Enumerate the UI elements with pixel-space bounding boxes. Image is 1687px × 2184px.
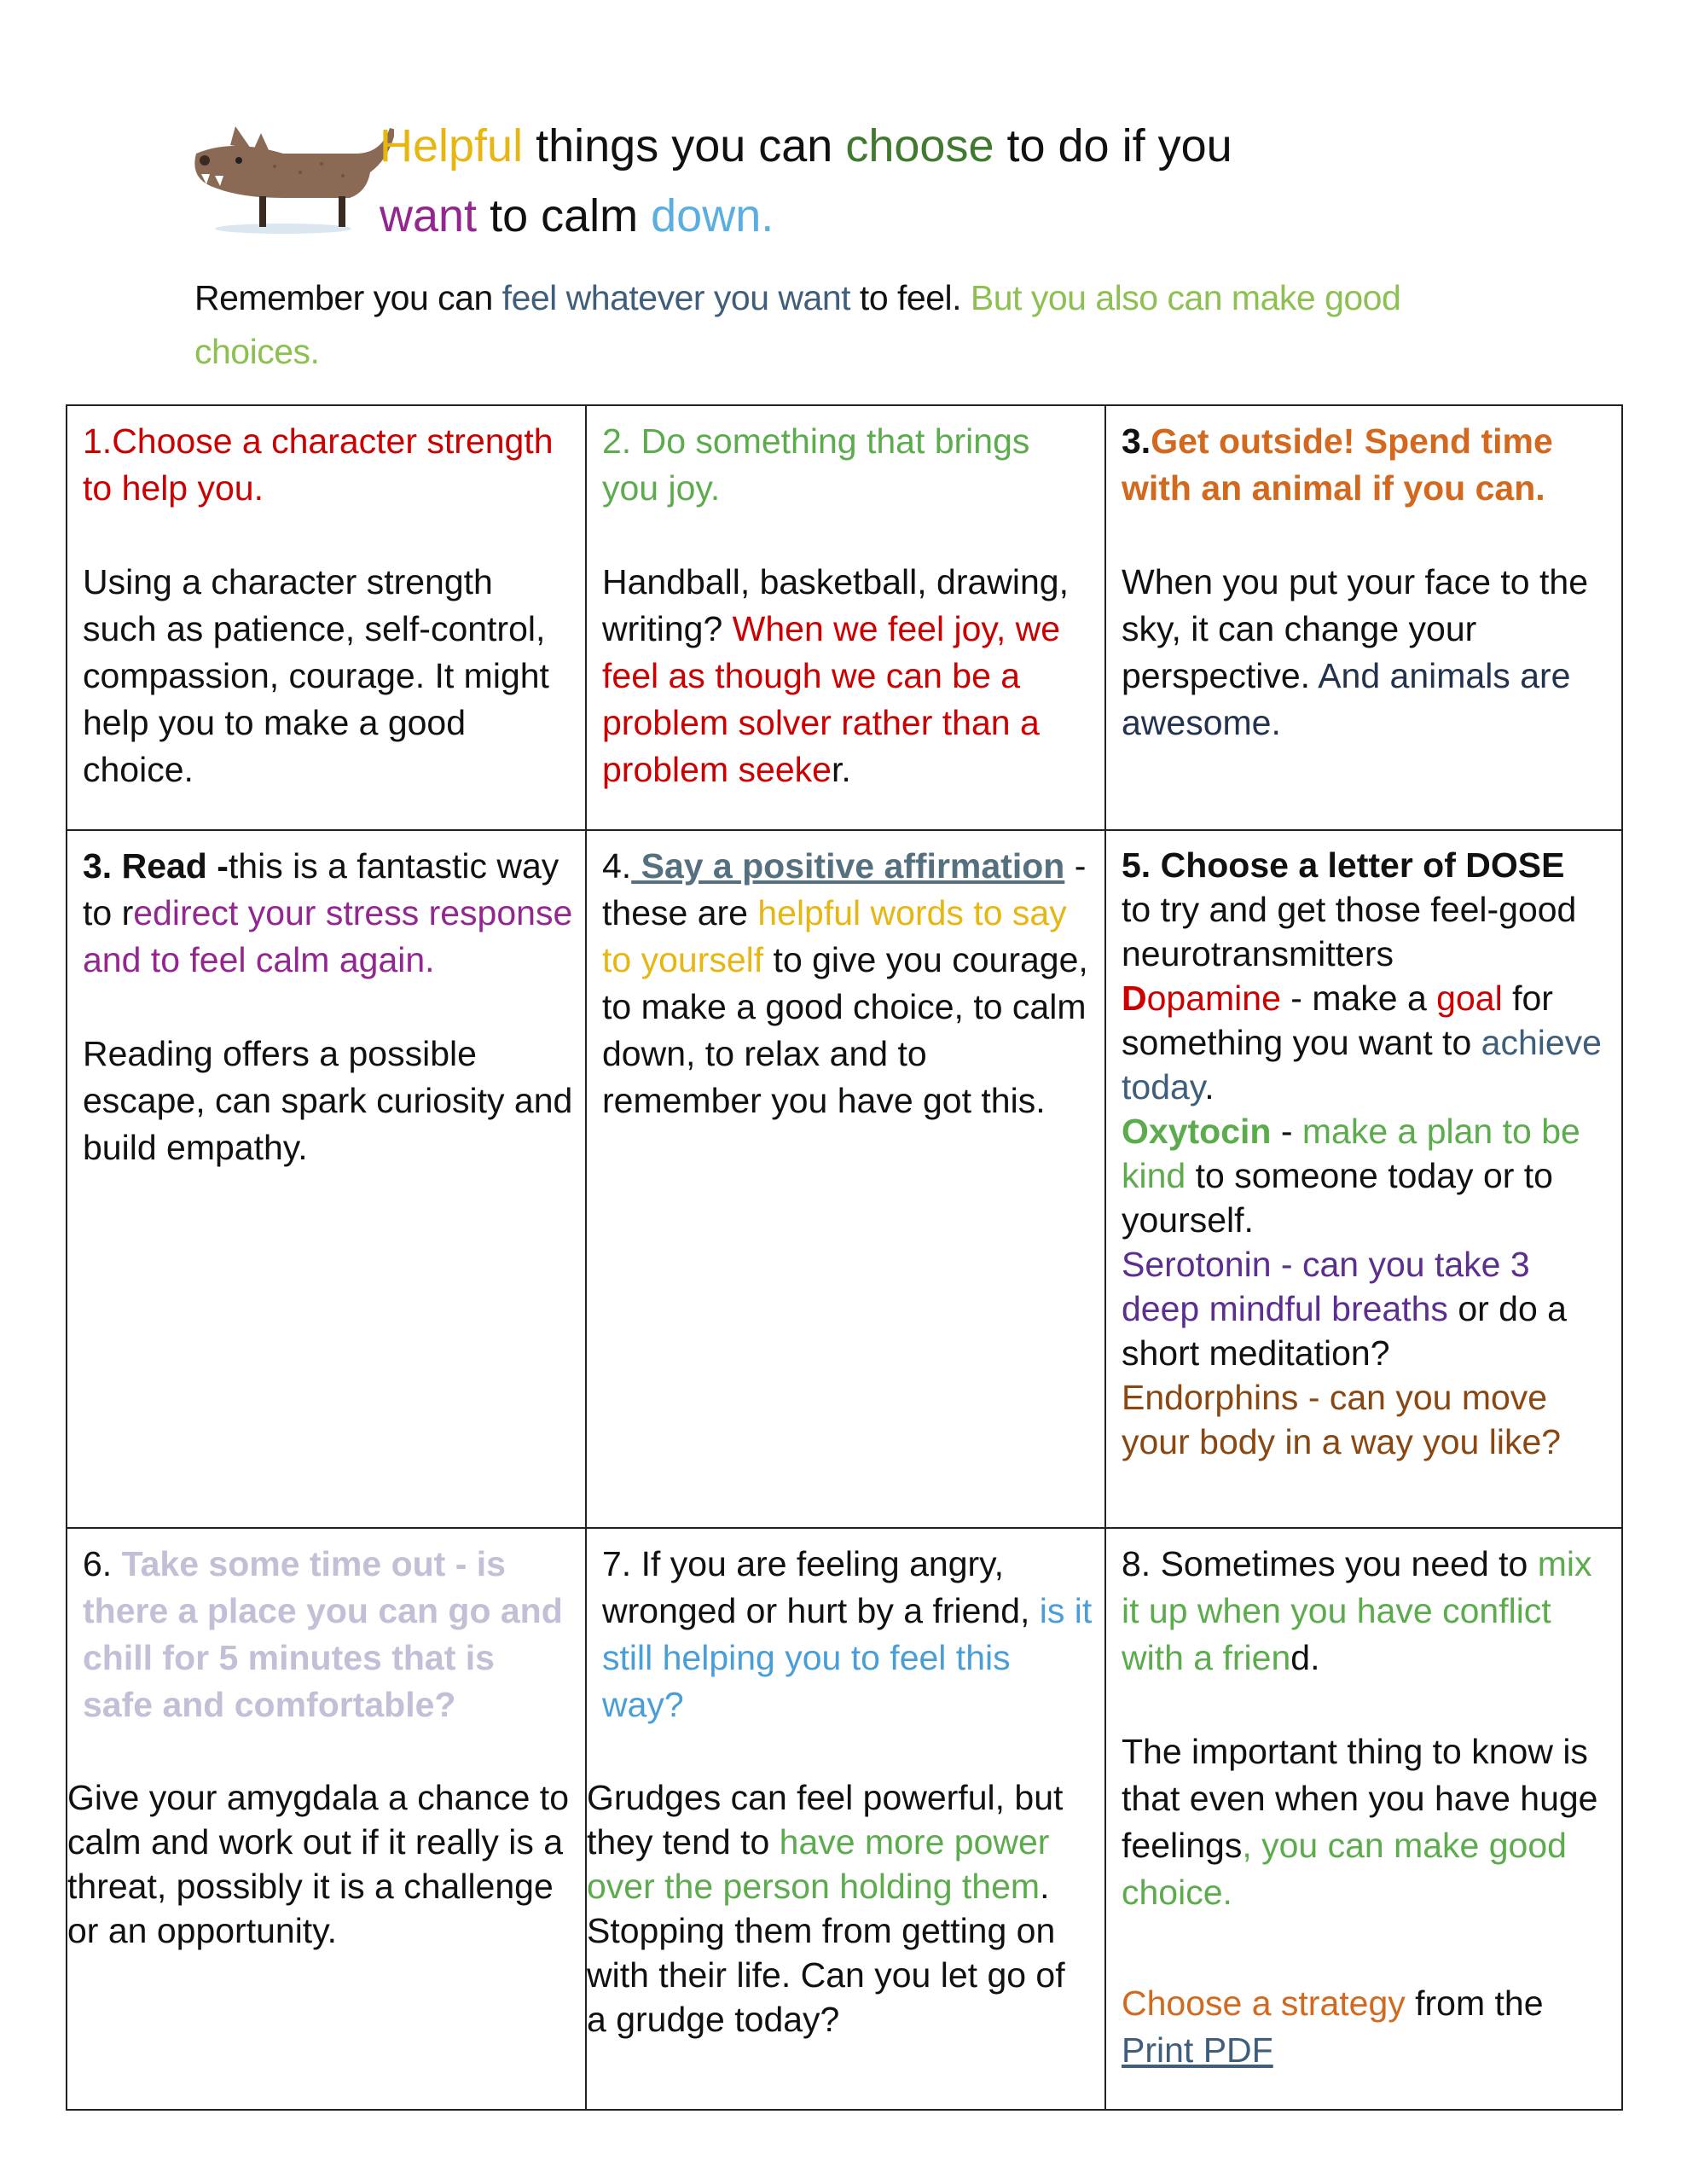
choose-strategy-text: Choose a strategy: [1122, 1984, 1406, 2023]
body-text: .: [1204, 1067, 1215, 1107]
dose-oxytocin: [1122, 1109, 1609, 1242]
body-text: The important thing to know is that even when you have huge feelings: [1122, 1732, 1598, 1865]
strategy-heading: [1122, 418, 1609, 512]
dose-serotonin: [1122, 1242, 1609, 1375]
body-text: Grudges can feel powerful, but they tend to: [587, 1778, 1064, 1862]
strategy-heading: [83, 843, 573, 984]
body-emphasis: When we feel joy, we feel as though we can be a problem solver rather than a problem seeke: [602, 609, 1061, 789]
strategy-body: [587, 1775, 1093, 2042]
heading-number: 3.: [1122, 421, 1151, 461]
heading-text: 8. Sometimes you need to: [1122, 1544, 1538, 1583]
strategy-body: Reading offers a possible escape, can spark curiosity and build empathy.: [83, 1034, 573, 1167]
strategy-body: [1122, 559, 1609, 746]
strategy-cell-2: [587, 406, 1106, 831]
intro-emphasis: feel whatever you want: [501, 278, 851, 317]
heading-text: d.: [1290, 1638, 1320, 1677]
strategy-cell-5: [587, 831, 1106, 1529]
body-emphasis: goal: [1436, 979, 1503, 1018]
body-text: -: [1271, 1112, 1302, 1151]
intro-part: Remember you can: [194, 278, 502, 317]
strategy-footer: [1122, 1980, 1609, 2074]
affirmation-title: Say a positive affirmation: [631, 846, 1065, 886]
strategy-cell-3: [1106, 406, 1623, 831]
strategy-body: [1122, 1728, 1609, 1916]
body-text: from the: [1405, 1984, 1544, 2023]
body-text: or do a short meditation?: [1122, 1289, 1567, 1373]
strategy-heading: 5. Choose a letter of DOSE: [1122, 845, 1565, 885]
dose-intro: to try and get those feel-good neurotransmitters: [1122, 890, 1577, 973]
strategy-heading: [602, 1541, 1093, 1728]
body-emphasis: And animals are awesome.: [1122, 656, 1571, 742]
title-text: things you can: [523, 120, 846, 171]
body-text: to someone today or to yourself.: [1122, 1156, 1553, 1240]
strategy-cell-8: [1106, 1529, 1623, 2111]
dose-word: Serotonin - can you take 3 deep mindful breaths: [1122, 1245, 1530, 1328]
strategy-heading: 2. Do something that brings you joy.: [602, 421, 1030, 508]
strategy-grid: [66, 404, 1623, 2111]
strategy-heading: [1122, 1541, 1609, 1682]
body-text: Handball, basketball, drawing, writing?: [602, 562, 1069, 648]
title-word-want: want: [380, 190, 478, 241]
heading-text: this is a fantastic way to r: [83, 846, 559, 932]
strategy-heading: [602, 843, 1093, 1124]
page-title: [380, 111, 1488, 251]
intro-text: [194, 271, 1525, 379]
dose-endorphins: Endorphins - can you move your body in a way you like?: [1122, 1378, 1562, 1461]
body-text: - make a: [1280, 979, 1437, 1018]
body-emphasis: helpful words to say to yourself: [602, 893, 1067, 979]
dose-letter-d: D: [1122, 979, 1147, 1018]
heading-emphasis: mix it up when you have conflict with a frien: [1122, 1544, 1592, 1677]
heading-text: Get outside! Spend time with an animal if you can.: [1122, 421, 1553, 508]
title-word-helpful: Helpful: [380, 120, 524, 171]
title-text: to do if you: [994, 120, 1232, 171]
body-emphasis: achieve today: [1122, 1023, 1602, 1107]
strategy-cell-6-timeout: [67, 1529, 587, 2111]
dose-word: opamine: [1146, 979, 1281, 1018]
body-text: . Stopping them from getting on with their life. Can you let go of a grudge today?: [587, 1867, 1065, 2039]
dog-mascot-icon: [181, 119, 394, 239]
body-text: r.: [831, 750, 851, 789]
body-text: to give you courage, to make a good choice, to calm down, to relax and to remember you have got this.: [602, 940, 1088, 1120]
heading-text: Take some time out - is there a place you can go and chill for 5 minutes that is safe and comfortable?: [83, 1544, 563, 1724]
body-text: When you put your face to the sky, it can change your perspective.: [1122, 562, 1588, 695]
body-emphasis: have more power over the person holding them: [587, 1822, 1050, 1906]
title-text: to calm: [477, 190, 652, 241]
dose-dopamine: [1122, 976, 1609, 1109]
strategy-body: Give your amygdala a chance to calm and work out if it really is a threat, possibly it is a challenge or an opportunity.: [67, 1778, 569, 1950]
dose-word: Oxytocin: [1122, 1112, 1272, 1151]
heading-text: 7. If you are feeling angry, wronged or hurt by a friend,: [602, 1544, 1040, 1630]
heading-number: 4.: [602, 846, 632, 886]
strategy-body: [602, 559, 1093, 793]
strategy-cell-4: [67, 831, 587, 1529]
title-word-choose: choose: [845, 120, 994, 171]
body-text: for something you want to: [1122, 979, 1553, 1062]
body-text: - these are: [602, 846, 1087, 932]
print-pdf-link[interactable]: Print PDF: [1122, 2030, 1273, 2070]
body-emphasis: make a plan to be kind: [1122, 1112, 1580, 1195]
heading-emphasis: is it still helping you to feel this way?: [602, 1591, 1093, 1724]
heading-number: 6.: [83, 1544, 122, 1583]
strategy-cell-6: [1106, 831, 1623, 1529]
strategy-body: Using a character strength such as patience, self-control, compassion, courage. It might help you to make a good choice.: [83, 562, 549, 789]
title-line-2: [380, 181, 1488, 251]
strategy-heading: [83, 1541, 573, 1728]
intro-part: to feel.: [850, 278, 971, 317]
title-word-down: down.: [651, 190, 774, 241]
heading-label: 3. Read -: [83, 846, 229, 886]
intro-good-choices: But you also can make good choices.: [194, 278, 1401, 371]
strategy-heading: 1.Choose a character strength to help you.: [83, 421, 554, 508]
strategy-cell-7: [587, 1529, 1106, 2111]
strategy-cell-1: [67, 406, 587, 831]
heading-emphasis: edirect your stress response and to feel calm again.: [83, 893, 573, 979]
body-emphasis: , you can make good choice.: [1122, 1826, 1567, 1912]
